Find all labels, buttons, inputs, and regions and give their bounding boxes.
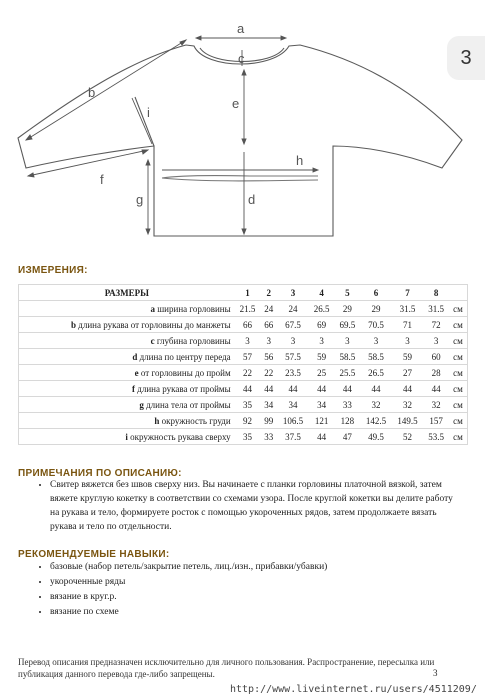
size-value: 3: [360, 333, 392, 349]
table-row: [19, 317, 468, 333]
size-value: 34: [277, 397, 309, 413]
size-value: 44: [235, 381, 261, 397]
size-value: 33: [260, 429, 277, 445]
label-h: h: [296, 153, 304, 168]
notes-block: [34, 478, 464, 534]
skills-title: РЕКОМЕНДУЕМЫЕ НАВЫКИ:: [18, 549, 170, 560]
unit: см: [449, 381, 468, 397]
label-a: a: [237, 21, 245, 36]
row-letter: h: [154, 415, 160, 426]
row-letter: f: [132, 383, 136, 394]
row-letter: c: [150, 335, 155, 346]
label-c: c: [238, 51, 245, 66]
row-letter: b: [71, 319, 77, 330]
size-value: 32: [423, 397, 449, 413]
table-row: [19, 301, 468, 317]
size-value: 24: [260, 301, 277, 317]
row-label: [19, 365, 235, 381]
table-header-row: [19, 285, 468, 301]
size-value: 21.5: [235, 301, 261, 317]
size-value: 56: [260, 349, 277, 365]
size-value: 28: [423, 365, 449, 381]
size-value: 23.5: [277, 365, 309, 381]
size-value: 47: [334, 429, 360, 445]
size-value: 3: [309, 333, 335, 349]
size-value: 121: [309, 413, 335, 429]
label-e: e: [232, 96, 240, 111]
size-value: 99: [260, 413, 277, 429]
size-value: 32: [360, 397, 392, 413]
header-size: 1: [235, 285, 261, 301]
header-unit: [449, 285, 468, 301]
row-label-text: от горловины до пройм: [140, 367, 231, 378]
size-value: 92: [235, 413, 261, 429]
size-value: 67.5: [277, 317, 309, 333]
size-value: 44: [334, 381, 360, 397]
row-label: [19, 317, 235, 333]
footer-page-number: 3: [433, 668, 438, 678]
row-letter: e: [134, 367, 139, 378]
row-label: [19, 413, 235, 429]
size-value: 66: [235, 317, 261, 333]
size-value: 27: [392, 365, 424, 381]
size-value: 24: [277, 301, 309, 317]
footer-disclaimer: Перевод описания предназначен исключительно для личного пользования. Распространение, пересылка или публикация данного перевода где-либо запрещены.: [18, 657, 435, 679]
size-value: 44: [423, 381, 449, 397]
row-label-text: окружность груди: [161, 415, 231, 426]
size-value: 157: [423, 413, 449, 429]
size-value: 49.5: [360, 429, 392, 445]
notes-title: ПРИМЕЧАНИЯ ПО ОПИСАНИЮ:: [18, 468, 182, 479]
size-value: 35: [235, 397, 261, 413]
label-g: g: [136, 192, 144, 207]
unit: см: [449, 301, 468, 317]
unit: см: [449, 429, 468, 445]
size-value: 3: [423, 333, 449, 349]
size-value: 22: [235, 365, 261, 381]
size-value: 34: [309, 397, 335, 413]
unit: см: [449, 317, 468, 333]
header-size: 8: [423, 285, 449, 301]
size-value: 3: [334, 333, 360, 349]
page-number-tab: 3: [447, 36, 485, 80]
row-label-text: глубина горловины: [156, 335, 231, 346]
size-value: 3: [392, 333, 424, 349]
row-label-text: окружность рукава сверху: [130, 431, 231, 442]
table-row: [19, 333, 468, 349]
row-label: [19, 333, 235, 349]
size-value: 69: [309, 317, 335, 333]
size-value: 44: [260, 381, 277, 397]
header-size: 7: [392, 285, 424, 301]
size-value: 31.5: [423, 301, 449, 317]
size-value: 60: [423, 349, 449, 365]
size-value: 3: [277, 333, 309, 349]
label-b: b: [88, 85, 96, 100]
size-value: 3: [235, 333, 261, 349]
size-value: 71: [392, 317, 424, 333]
size-value: 59: [309, 349, 335, 365]
size-value: 26.5: [309, 301, 335, 317]
header-sizes-label: РАЗМЕРЫ: [19, 285, 235, 301]
measurements-title: ИЗМЕРЕНИЯ:: [18, 265, 88, 276]
size-value: 29: [334, 301, 360, 317]
size-value: 44: [360, 381, 392, 397]
unit: см: [449, 349, 468, 365]
size-value: 52: [392, 429, 424, 445]
row-label-text: длина по центру переда: [139, 351, 231, 362]
row-label: [19, 301, 235, 317]
label-i: i: [147, 105, 150, 120]
unit: см: [449, 365, 468, 381]
size-value: 44: [392, 381, 424, 397]
size-value: 25.5: [334, 365, 360, 381]
label-f: f: [100, 172, 104, 187]
unit: см: [449, 413, 468, 429]
watermark-url: http://www.liveinternet.ru/users/4511209/: [230, 684, 477, 695]
row-label-text: ширина горловины: [157, 303, 231, 314]
size-value: 29: [360, 301, 392, 317]
label-d: d: [248, 192, 256, 207]
row-letter: g: [139, 399, 144, 410]
table-row: [19, 397, 468, 413]
size-value: 25: [309, 365, 335, 381]
size-value: 53.5: [423, 429, 449, 445]
table-row: [19, 349, 468, 365]
table-row: [19, 413, 468, 429]
size-value: 31.5: [392, 301, 424, 317]
row-label: [19, 381, 235, 397]
size-value: 69.5: [334, 317, 360, 333]
size-value: 142.5: [360, 413, 392, 429]
row-label-text: длина рукава от горловины до манжеты: [78, 319, 231, 330]
size-value: 59: [392, 349, 424, 365]
size-value: 66: [260, 317, 277, 333]
row-letter: i: [125, 431, 128, 442]
row-letter: a: [150, 303, 155, 314]
size-value: 33: [334, 397, 360, 413]
unit: см: [449, 333, 468, 349]
header-size: 4: [309, 285, 335, 301]
header-size: 6: [360, 285, 392, 301]
size-value: 58.5: [360, 349, 392, 365]
size-value: 44: [309, 381, 335, 397]
skill-item: • вязание по схеме: [50, 605, 464, 620]
header-size: 2: [260, 285, 277, 301]
table-row: [19, 365, 468, 381]
sweater-schematic: [0, 0, 486, 250]
table-row: [19, 381, 468, 397]
size-value: 149.5: [392, 413, 424, 429]
row-label-text: длина тела от проймы: [146, 399, 231, 410]
sizes-table: [18, 284, 468, 445]
row-label: [19, 397, 235, 413]
row-label: [19, 349, 235, 365]
size-value: 44: [309, 429, 335, 445]
skill-item: • укороченные ряды: [50, 575, 464, 590]
size-value: 58.5: [334, 349, 360, 365]
size-value: 72: [423, 317, 449, 333]
size-value: 3: [260, 333, 277, 349]
size-value: 26.5: [360, 365, 392, 381]
skills-block: [34, 560, 464, 620]
header-size: 3: [277, 285, 309, 301]
row-label-text: длина рукава от проймы: [137, 383, 231, 394]
skill-item: • вязание в круг.р.: [50, 590, 464, 605]
row-letter: d: [132, 351, 138, 362]
row-label: [19, 429, 235, 445]
size-value: 37.5: [277, 429, 309, 445]
size-value: 57: [235, 349, 261, 365]
size-value: 128: [334, 413, 360, 429]
size-value: 22: [260, 365, 277, 381]
notes-item: • Свитер вяжется без швов сверху низ. Вы начинаете с планки горловины платочной вязкой, затем вяжете круглую кокетку в соответствии со схемами узора. После круглой кокетки вы делите работу на рукава и тело, формируете росток с помощью укороченных рядов, затем продолжаете вязать рукава и тело по отдельности.: [50, 478, 464, 534]
table-row: [19, 429, 468, 445]
size-value: 32: [392, 397, 424, 413]
size-value: 106.5: [277, 413, 309, 429]
skill-item: • базовые (набор петель/закрытие петель, лиц./изн., прибавки/убавки): [50, 560, 464, 575]
size-value: 34: [260, 397, 277, 413]
size-value: 57.5: [277, 349, 309, 365]
size-value: 70.5: [360, 317, 392, 333]
size-value: 35: [235, 429, 261, 445]
unit: см: [449, 397, 468, 413]
size-value: 44: [277, 381, 309, 397]
header-size: 5: [334, 285, 360, 301]
